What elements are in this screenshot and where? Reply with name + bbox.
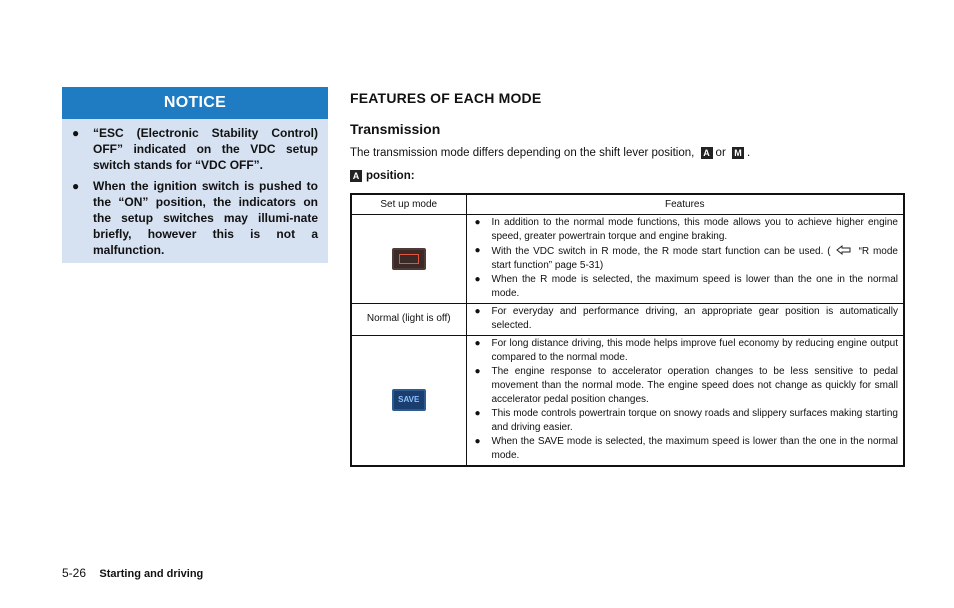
feature-text: With the VDC switch in R mode, the R mode start function can be used. ( [491,245,831,257]
features-cell [466,214,904,303]
table-row [351,303,904,335]
notice-item-text: “ESC (Electronic Stability Control) OFF” indicated on the VDC setup switch stands for “VDC OFF”. [93,126,318,172]
column-header-features: Features [466,194,904,214]
intro-or: or [715,147,726,159]
bullet-icon: ● [474,337,481,349]
bullet-icon: ● [474,435,481,447]
badge-a-icon: A [350,170,362,182]
bullet-icon: ● [72,126,80,140]
feature-text: When the R mode is selected, the maximum speed is lower than the one in the normal mode. [491,273,898,299]
features-cell [466,335,904,466]
modes-table [350,193,905,467]
feature-text: For long distance driving, this mode helps improve fuel economy by reducing engine output compared to the normal mode. [491,337,898,363]
feature-text: In addition to the normal mode functions, this mode allows you to achieve higher engine speed, greater powertrain torque and engine braking. [491,216,898,242]
badge-a-icon: A [701,147,713,159]
feature-item [472,435,899,463]
intro-text: The transmission mode differs depending on the shift lever position, [350,147,695,159]
feature-item [472,273,899,301]
position-label-line [350,170,415,182]
r-mode-icon [392,248,426,270]
notice-item [72,125,318,173]
mode-cell: Normal (light is off) [351,303,466,335]
notice-title: NOTICE [62,87,328,119]
feature-item [472,407,899,435]
table-row [351,214,904,303]
page-footer [62,566,203,580]
reference-pointer-icon [836,244,854,256]
feature-item [472,216,899,244]
bullet-icon: ● [474,407,481,419]
notice-list [62,119,328,258]
subsection-heading: Transmission [350,121,441,137]
bullet-icon: ● [474,273,481,285]
notice-item-text: When the ignition switch is pushed to the “ON” position, the indicators on the setup switches may illumi-nate briefly, however this is not a malfunction. [93,179,318,257]
bullet-icon: ● [72,179,80,193]
mode-cell [351,214,466,303]
feature-text: When the SAVE mode is selected, the maximum speed is lower than the one in the normal mode. [491,435,898,461]
badge-m-icon: M [732,147,744,159]
feature-item [472,337,899,365]
mode-cell [351,335,466,466]
feature-item [472,244,899,273]
section-heading: FEATURES OF EACH MODE [350,90,542,106]
section-name: Starting and driving [99,568,204,580]
feature-text: This mode controls powertrain torque on snowy roads and slippery surfaces making starting and driving easier. [491,407,898,433]
save-mode-icon: SAVE [392,389,426,411]
intro-paragraph [350,147,750,159]
table-header-row [351,194,904,214]
page-number: 5-26 [62,566,87,580]
feature-item [472,365,899,407]
bullet-icon: ● [474,216,481,228]
features-cell [466,303,904,335]
notice-box [62,87,328,263]
reference-text: “R mode start function” page 5-31) [491,245,898,271]
position-label: position: [366,170,415,182]
feature-text: For everyday and performance driving, an appropriate gear position is automatically selected. [491,305,898,331]
table-row [351,335,904,466]
bullet-icon: ● [474,244,481,256]
column-header-mode: Set up mode [351,194,466,214]
bullet-icon: ● [474,365,481,377]
feature-text: The engine response to accelerator operation changes to be less sensitive to pedal movement than the normal mode. The engine speed does not change as quickly for small accelerator pedal position changes. [491,365,898,405]
bullet-icon: ● [474,305,481,317]
notice-item [72,178,318,258]
intro-end: . [746,147,751,159]
feature-item [472,305,899,333]
